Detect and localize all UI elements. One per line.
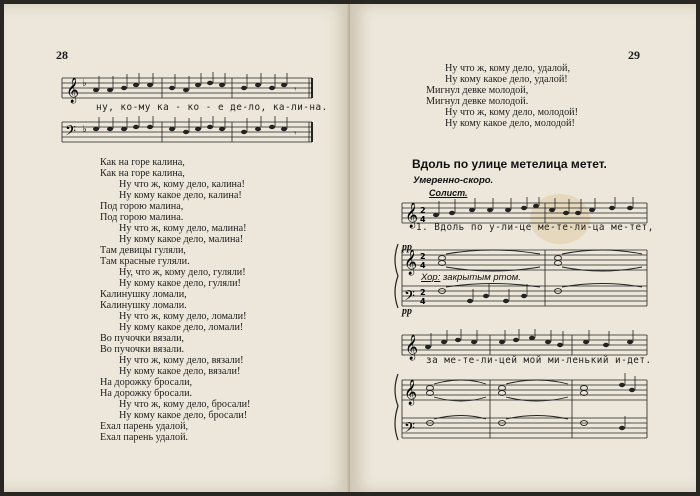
left-page [4, 4, 350, 492]
chorus-instruction [421, 272, 521, 283]
right-page [350, 4, 696, 492]
verse-line: Ну что ж, кому дело, ломали! [119, 311, 247, 322]
tempo-marking: Умеренно-скоро. [413, 175, 494, 186]
stanza [100, 399, 250, 421]
dynamic-pp-1: pp [402, 242, 412, 253]
stanza [100, 201, 250, 223]
svg-text:𝄢: 𝄢 [404, 420, 415, 440]
stanza [100, 157, 250, 179]
stanza [100, 267, 250, 289]
verse-line: Калинушку ломали. [100, 300, 187, 311]
verse-line: На дорожку бросали. [100, 388, 193, 399]
music-staff-treble [62, 72, 314, 106]
verse-line: Ну, что ж, кому дело, гуляли! [119, 267, 246, 278]
verse-line: Мигнул девке молодой. [426, 96, 529, 107]
song-title: Вдоль по улице метелица метет. [412, 157, 607, 171]
stanza [426, 85, 578, 107]
verse-line: Ну кому какое дело, вязали! [119, 366, 241, 377]
svg-text:𝄢: 𝄢 [65, 123, 76, 143]
svg-text:2: 2 [420, 288, 426, 297]
verse-line: Ну кому какое дело, калина! [119, 190, 242, 201]
verse-line: Под горою малина. [100, 212, 184, 223]
stanza [100, 311, 250, 333]
verse-line: Ну кому какое дело, молодой! [445, 118, 575, 129]
stanza [100, 377, 250, 399]
svg-text:𝄞: 𝄞 [405, 203, 419, 228]
grand-staff-2 [392, 372, 654, 444]
svg-text:𝄾: 𝄾 [294, 85, 297, 95]
music-staff-bass [62, 116, 314, 146]
lyric-line-1: 1. Вдоль по у-ли-це ме-те-ли-ца ме-тет, [416, 222, 654, 233]
page-number-right: 29 [628, 48, 640, 62]
svg-text:♭: ♭ [82, 124, 87, 135]
verse-line: Ну что ж, кому дело, малина! [119, 223, 247, 234]
verse-line: Там красные гуляли. [100, 256, 190, 267]
verse-line: Калинушку ломали, [100, 289, 187, 300]
soloist-label: Солист. [429, 188, 468, 198]
svg-text:𝄞: 𝄞 [405, 335, 419, 360]
chorus-text: закрытым ртом. [440, 272, 521, 283]
svg-text:𝄞: 𝄞 [404, 380, 418, 405]
verse-line: Во пучочки вязали, [100, 333, 185, 344]
verse-line: Ну кому какое дело, гуляли! [119, 278, 241, 289]
stanza [100, 179, 250, 201]
stanza [100, 289, 250, 311]
svg-text:2: 2 [420, 206, 426, 215]
right-verses [426, 63, 578, 129]
verse-line: Ну что ж, кому дело, вязали! [119, 355, 244, 366]
book-spread [4, 4, 696, 492]
svg-text:𝄾: 𝄾 [294, 129, 297, 139]
verse-line: Ну что ж, кому дело, удалой, [445, 63, 571, 74]
stanza [100, 333, 250, 355]
verse-line: Ну что ж, кому дело, молодой! [445, 107, 579, 118]
stanza [100, 421, 250, 443]
svg-text:♭: ♭ [82, 78, 87, 89]
svg-text:𝄞: 𝄞 [404, 250, 418, 275]
verse-line: На дорожку бросали, [100, 377, 193, 388]
page-number-left: 28 [56, 48, 68, 62]
stanza [426, 107, 578, 129]
verse-line: Во пучочки вязали. [100, 344, 185, 355]
verse-line: Ну что ж, кому дело, калина! [119, 179, 245, 190]
stanza [100, 245, 250, 267]
verse-line: Под горою малина, [100, 201, 184, 212]
verse-line: Ну что ж, кому дело, бросали! [119, 399, 251, 410]
verse-line: Ну кому какое дело, малина! [119, 234, 244, 245]
svg-text:2: 2 [420, 252, 426, 261]
svg-text:𝄞: 𝄞 [66, 78, 80, 103]
chorus-label: Хор: [421, 272, 441, 283]
verse-line: Мигнул девке молодой, [426, 85, 529, 96]
svg-text:4: 4 [420, 297, 426, 306]
svg-text:𝄢: 𝄢 [404, 288, 415, 308]
verse-line: Ну кому какое дело, бросали! [119, 410, 248, 421]
stanza [426, 63, 578, 85]
verse-line: Там девицы гуляли, [100, 245, 186, 256]
svg-text:4: 4 [420, 215, 426, 224]
verse-line: Ехал парень удалой. [100, 432, 189, 443]
svg-text:4: 4 [420, 261, 426, 270]
lyric-line-2: за ме-те-ли-цей мой ми-ленький и-дет. [426, 355, 652, 366]
verse-line: Ну кому какое дело, удалой! [445, 74, 568, 85]
verse-line: Как на горе калина, [100, 168, 185, 179]
verse-line: Ну кому какое дело, ломали! [119, 322, 244, 333]
stanza [100, 223, 250, 245]
lyric-line-left: ну, ко-му ка - ко - е де-ло, ка-ли-на. [96, 102, 328, 113]
stanza [100, 355, 250, 377]
dynamic-pp-2: pp [402, 306, 412, 317]
verse-line: Ехал парень удалой, [100, 421, 189, 432]
left-verses [100, 157, 250, 443]
verse-line: Как на горе калина, [100, 157, 185, 168]
